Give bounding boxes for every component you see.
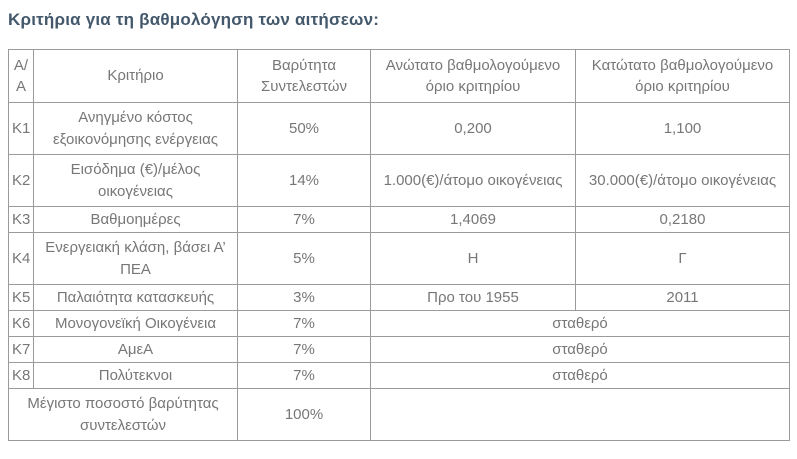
row-id-cell: Κ3 — [9, 207, 34, 233]
weight-cell: 7% — [238, 311, 371, 337]
lower-limit-cell: 1,100 — [576, 103, 790, 155]
header-row — [9, 50, 790, 103]
table-row — [9, 285, 790, 311]
lower-limit-cell: Γ — [576, 233, 790, 285]
footer-label-cell: Μέγιστο ποσοστό βαρύτητας συντελεστών — [9, 389, 238, 441]
row-id-cell: Κ4 — [9, 233, 34, 285]
criterion-cell: Πολύτεκνοι — [34, 363, 238, 389]
header-cell-id: Α/Α — [9, 50, 34, 103]
weight-cell: 3% — [238, 285, 371, 311]
criterion-cell: Βαθμοημέρες — [34, 207, 238, 233]
upper-limit-cell: Προ του 1955 — [371, 285, 576, 311]
weight-cell: 7% — [238, 207, 371, 233]
lower-limit-cell: 30.000(€)/άτομο οικογένειας — [576, 155, 790, 207]
table-row — [9, 233, 790, 285]
weight-cell: 7% — [238, 337, 371, 363]
criterion-cell: Ανηγμένο κόστος εξοικονόμησης ενέργειας — [34, 103, 238, 155]
criterion-cell: ΑμεΑ — [34, 337, 238, 363]
table-row — [9, 337, 790, 363]
table-row — [9, 155, 790, 207]
upper-limit-cell: Η — [371, 233, 576, 285]
footer-weight-cell: 100% — [238, 389, 371, 441]
criterion-cell: Εισόδημα (€)/μέλος οικογένειας — [34, 155, 238, 207]
header-cell-upper-limit: Ανώτατο βαθμολογούμενο όριο κριτηρίου — [371, 50, 576, 103]
weight-cell: 50% — [238, 103, 371, 155]
header-cell-weight: Βαρύτητα Συντελεστών — [238, 50, 371, 103]
weight-cell: 7% — [238, 363, 371, 389]
criterion-cell: Παλαιότητα κατασκευής — [34, 285, 238, 311]
page-title: Κριτήρια για τη βαθμολόγηση των αιτήσεων: — [8, 10, 380, 29]
row-id-cell: Κ1 — [9, 103, 34, 155]
table-row — [9, 103, 790, 155]
lower-limit-cell: 2011 — [576, 285, 790, 311]
lower-limit-cell: 0,2180 — [576, 207, 790, 233]
upper-limit-cell: 0,200 — [371, 103, 576, 155]
criteria-table — [8, 49, 790, 441]
header-cell-lower-limit: Κατώτατο βαθμολογούμενο όριο κριτηρίου — [576, 50, 790, 103]
criterion-cell: Ενεργειακή κλάση, βάσει Α’ ΠΕΑ — [34, 233, 238, 285]
footer-merged-empty-cell — [371, 389, 790, 441]
table-row — [9, 363, 790, 389]
footer-row — [9, 389, 790, 441]
table-row — [9, 207, 790, 233]
upper-limit-cell: 1,4069 — [371, 207, 576, 233]
merged-value-cell: σταθερό — [371, 311, 790, 337]
merged-value-cell: σταθερό — [371, 363, 790, 389]
merged-value-cell: σταθερό — [371, 337, 790, 363]
table-row — [9, 311, 790, 337]
row-id-cell: Κ6 — [9, 311, 34, 337]
weight-cell: 5% — [238, 233, 371, 285]
weight-cell: 14% — [238, 155, 371, 207]
row-id-cell: Κ8 — [9, 363, 34, 389]
criterion-cell: Μονογονεϊκή Οικογένεια — [34, 311, 238, 337]
row-id-cell: Κ7 — [9, 337, 34, 363]
header-cell-criterion: Κριτήριο — [34, 50, 238, 103]
row-id-cell: Κ2 — [9, 155, 34, 207]
upper-limit-cell: 1.000(€)/άτομο οικογένειας — [371, 155, 576, 207]
row-id-cell: Κ5 — [9, 285, 34, 311]
